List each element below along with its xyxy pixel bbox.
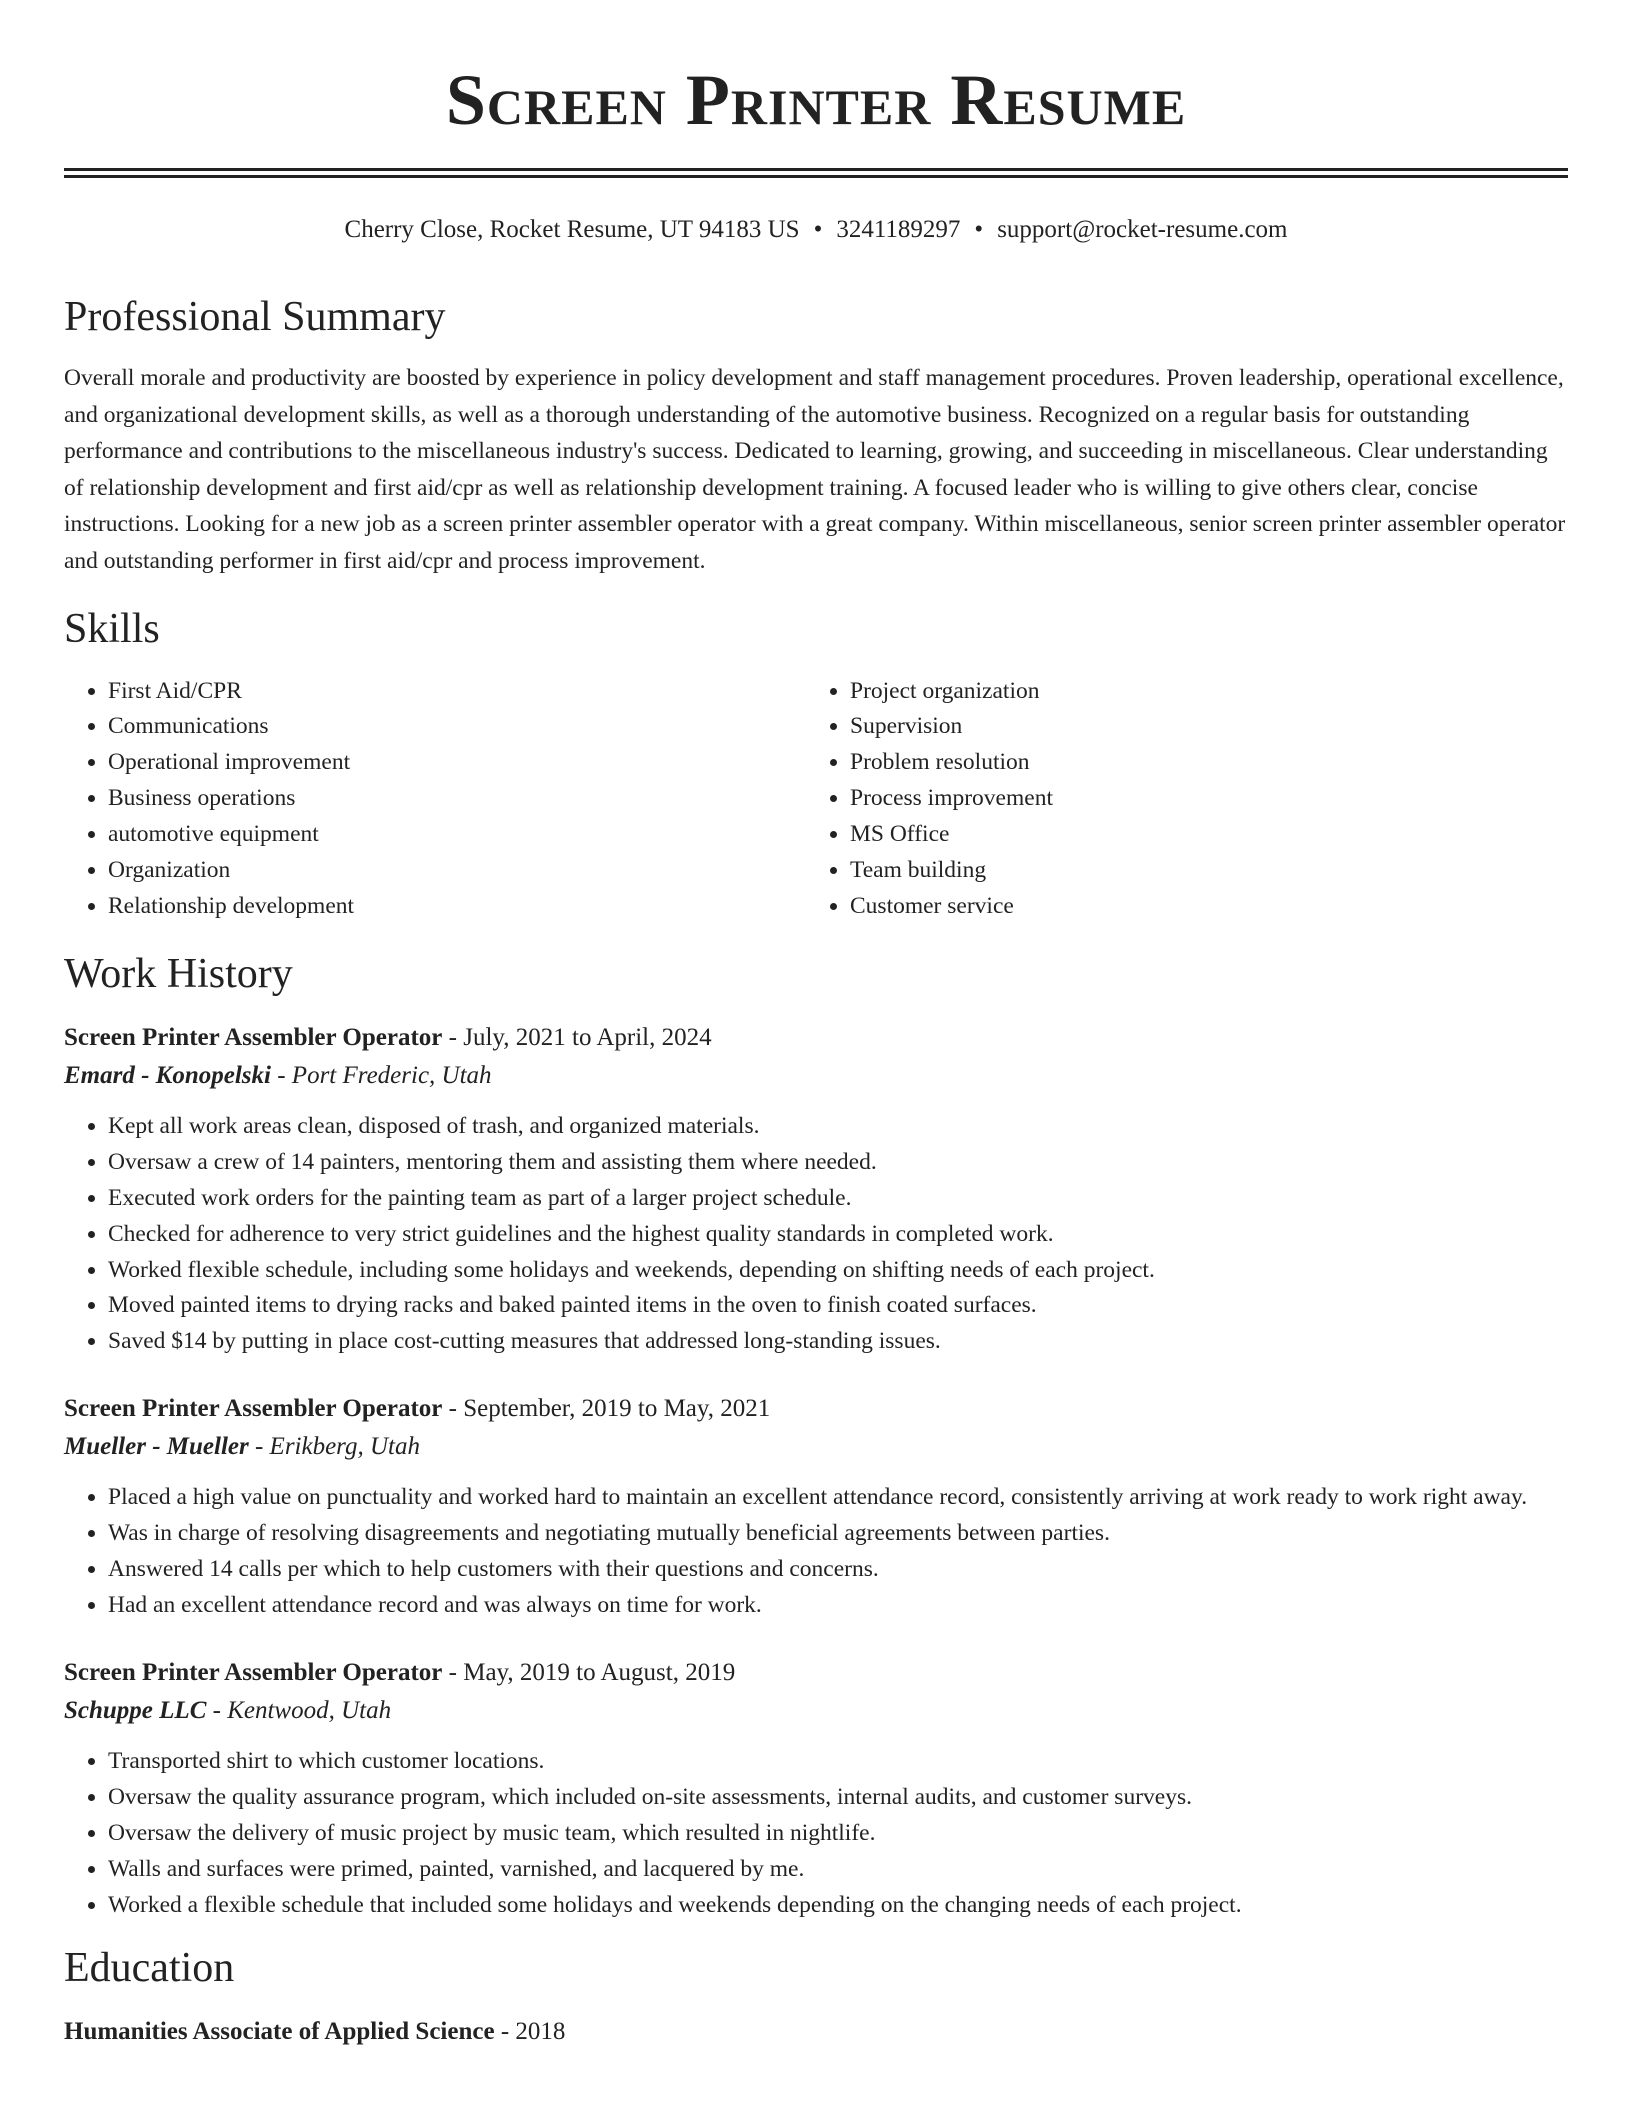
skill-item: • Organization bbox=[108, 853, 806, 889]
skill-item: • Communications bbox=[108, 709, 806, 745]
job-entry bbox=[64, 1390, 1568, 1624]
job-bullet: • Transported shirt to which customer locations. bbox=[108, 1744, 1568, 1780]
job-bullet: • Executed work orders for the painting team as part of a larger project schedule. bbox=[108, 1181, 1568, 1217]
job-bullet: • Walls and surfaces were primed, painted, varnished, and lacquered by me. bbox=[108, 1852, 1568, 1888]
company-line bbox=[64, 1428, 1568, 1466]
company-name: Schuppe LLC bbox=[64, 1696, 207, 1724]
job-bullet: • Was in charge of resolving disagreements and negotiating mutually beneficial agreements between parties. bbox=[108, 1516, 1568, 1552]
contact-phone: 3241189297 bbox=[836, 216, 961, 243]
job-bullets bbox=[64, 1480, 1568, 1624]
job-bullet: • Moved painted items to drying racks and baked painted items in the oven to finish coated surfaces. bbox=[108, 1288, 1568, 1324]
title-divider bbox=[64, 168, 1568, 178]
skill-item: • Relationship development bbox=[108, 889, 806, 925]
skill-item: • Process improvement bbox=[850, 781, 1548, 817]
education-degree: Humanities Associate of Applied Science bbox=[64, 2018, 495, 2046]
company-location: - Port Frederic, Utah bbox=[270, 1061, 492, 1089]
job-title-line bbox=[64, 1390, 1568, 1428]
skill-item: • Operational improvement bbox=[108, 745, 806, 781]
job-bullets bbox=[64, 1109, 1568, 1360]
job-bullet: • Kept all work areas clean, disposed of trash, and organized materials. bbox=[108, 1109, 1568, 1145]
skill-item: • Business operations bbox=[108, 781, 806, 817]
skill-item: • MS Office bbox=[850, 817, 1548, 853]
job-bullet: • Saved $14 by putting in place cost-cutting measures that addressed long-standing issues. bbox=[108, 1324, 1568, 1360]
company-location: - Kentwood, Utah bbox=[206, 1696, 392, 1724]
skills-heading: Skills bbox=[64, 605, 160, 652]
contact-address: Cherry Close, Rocket Resume, UT 94183 US bbox=[344, 216, 800, 243]
contact-email: support@rocket-resume.com bbox=[997, 216, 1288, 243]
education-line bbox=[64, 2013, 1568, 2051]
skill-item: • Problem resolution bbox=[850, 745, 1548, 781]
job-bullet: • Worked a flexible schedule that included some holidays and weekends depending on the changing needs of each project. bbox=[108, 1888, 1568, 1924]
summary-heading: Professional Summary bbox=[64, 294, 446, 340]
education-heading: Education bbox=[64, 1945, 235, 1992]
company-name: Emard - Konopelski bbox=[64, 1061, 271, 1089]
job-title-line bbox=[64, 1654, 1568, 1692]
skills-list bbox=[64, 674, 1568, 925]
contact-separator: • bbox=[813, 216, 823, 243]
resume-title: Screen Printer Resume bbox=[445, 60, 1187, 140]
job-bullet: • Oversaw a crew of 14 painters, mentoring them and assisting them where needed. bbox=[108, 1145, 1568, 1181]
skill-item: • Supervision bbox=[850, 709, 1548, 745]
job-entry bbox=[64, 1019, 1568, 1360]
skills-column-right bbox=[806, 674, 1548, 925]
job-title: Screen Printer Assembler Operator bbox=[64, 1658, 443, 1686]
skills-column-left bbox=[64, 674, 806, 925]
company-name: Mueller - Mueller bbox=[64, 1433, 249, 1461]
job-bullet: • Checked for adherence to very strict guidelines and the highest quality standards in completed work. bbox=[108, 1217, 1568, 1253]
work-history-heading: Work History bbox=[64, 950, 293, 997]
contact-separator: • bbox=[974, 216, 984, 243]
skill-item: • First Aid/CPR bbox=[108, 674, 806, 710]
skill-item: • Team building bbox=[850, 853, 1548, 889]
skill-item: • Customer service bbox=[850, 889, 1548, 925]
job-bullet: • Placed a high value on punctuality and worked hard to maintain an excellent attendance record, consistently arriving at work ready to work right away. bbox=[108, 1480, 1568, 1516]
skill-item: • Project organization bbox=[850, 674, 1548, 710]
company-location: - Erikberg, Utah bbox=[248, 1433, 420, 1461]
job-bullet: • Oversaw the delivery of music project by music team, which resulted in nightlife. bbox=[108, 1816, 1568, 1852]
job-dates: - September, 2019 to May, 2021 bbox=[442, 1395, 771, 1423]
job-title: Screen Printer Assembler Operator bbox=[64, 1395, 443, 1423]
job-bullet: • Had an excellent attendance record and was always on time for work. bbox=[108, 1588, 1568, 1624]
job-title-line bbox=[64, 1019, 1568, 1057]
job-bullets bbox=[64, 1744, 1568, 1924]
job-title: Screen Printer Assembler Operator bbox=[64, 1023, 443, 1051]
education-year: - 2018 bbox=[494, 2018, 566, 2046]
job-dates: - May, 2019 to August, 2019 bbox=[442, 1658, 736, 1686]
job-bullet: • Answered 14 calls per which to help customers with their questions and concerns. bbox=[108, 1552, 1568, 1588]
job-bullet: • Worked flexible schedule, including some holidays and weekends, depending on shifting needs of each project. bbox=[108, 1253, 1568, 1289]
company-line bbox=[64, 1692, 1568, 1730]
skill-item: • automotive equipment bbox=[108, 817, 806, 853]
job-dates: - July, 2021 to April, 2024 bbox=[442, 1023, 712, 1051]
resume-page bbox=[64, 0, 1568, 2051]
summary-text: Overall morale and productivity are boosted by experience in policy development and staff management procedures. Proven leadership, operational excellence, and organizational development skills, as well as a thorough understanding of the automotive business. Recognized on a regular basis for outstanding performance and contributions to the miscellaneous industry's success. Dedicated to learning, growing, and succeeding in miscellaneous. Clear understanding of relationship development and first aid/cpr as well as relationship development training. A focused leader who is willing to give others clear, concise instructions. Looking for a new job as a screen printer assembler operator with a great company. Within miscellaneous, senior screen printer assembler operator and outstanding performer in first aid/cpr and process improvement. bbox=[64, 365, 1566, 574]
job-bullet: • Oversaw the quality assurance program, which included on-site assessments, internal audits, and customer surveys. bbox=[108, 1780, 1568, 1816]
contact-line bbox=[64, 214, 1568, 246]
job-entry bbox=[64, 1654, 1568, 1924]
company-line bbox=[64, 1057, 1568, 1095]
